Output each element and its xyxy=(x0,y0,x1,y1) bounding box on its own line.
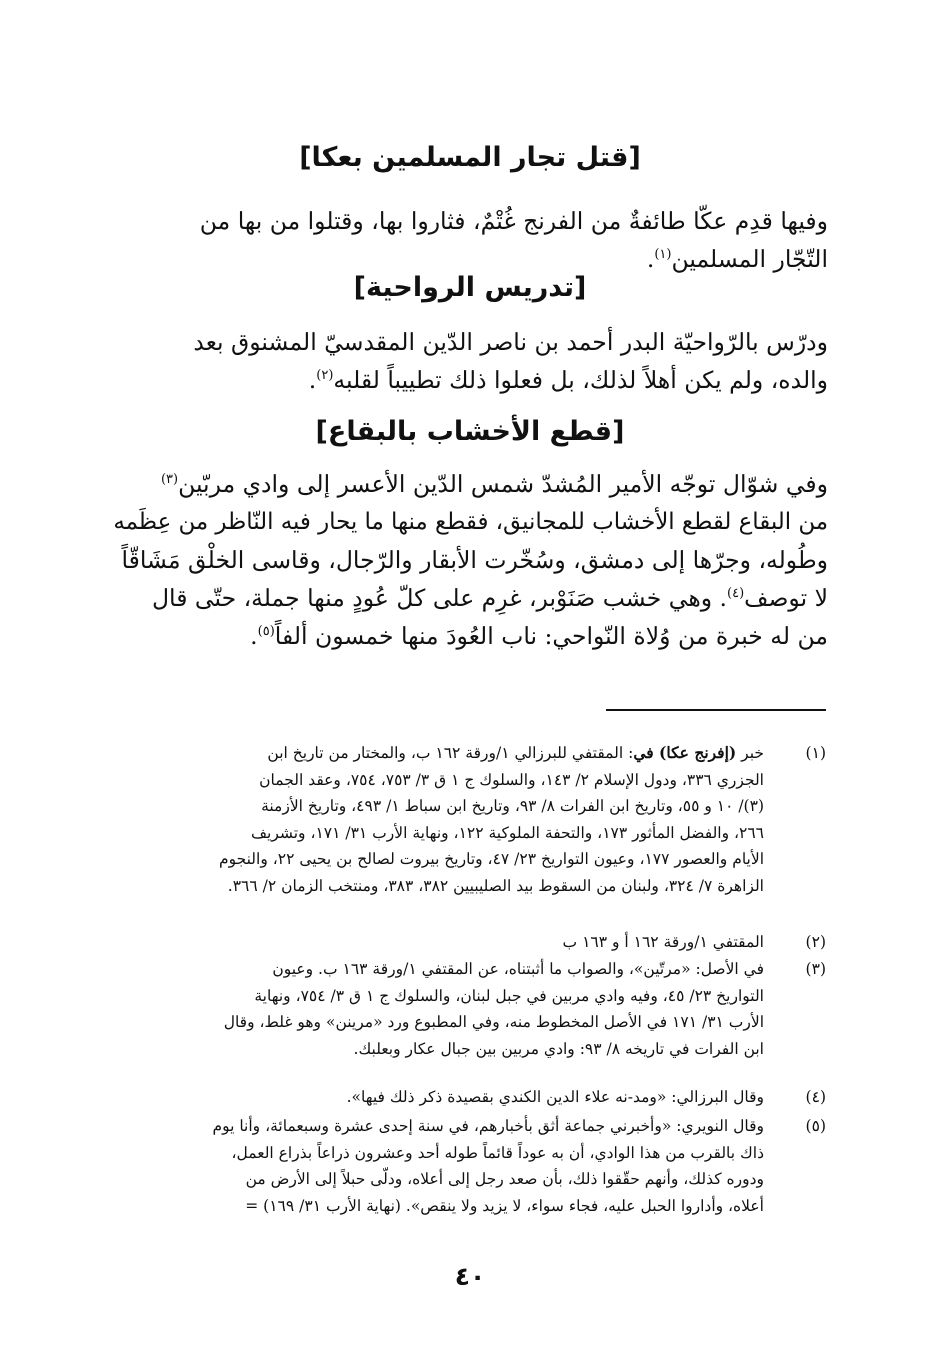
section-heading-rawahiya-teaching: [تدريس الرواحية] xyxy=(353,272,587,303)
footnote-number: (٤) xyxy=(805,1088,826,1106)
footnote-line: التواريخ ٢٣/ ٤٥، وفيه وادي مربين في جبل لبنان، والسلوك ج ١ ق ٣/ ٧٥٤، ونهاية xyxy=(254,986,764,1005)
footnote-line: ٢٦٦، والفضل المأثور ١٧٣، والتحفة الملوكية ١٢٢، ونهاية الأرب ٣١/ ١٧١، وتشريف xyxy=(250,823,764,842)
text-line: وطُوله، وجرّها إلى دمشق، وسُخّرت الأبقار والرّجال، وقاسى الخلْق مَشَاقّاً xyxy=(121,546,828,574)
text-line: وفي شوّال توجّه الأمير المُشدّ شمس الدّين الأعسر إلى وادي مربّين$^{(٣)}$ xyxy=(160,470,828,498)
footnote-ref: (٥) xyxy=(257,624,275,639)
footnote-line: ودوره كذلك، وأنهم حقّقوا ذلك، بأن صعد رجل إلى أعلاه، ودلّى حبلاً إلى الأرض من xyxy=(245,1170,764,1188)
text-line: لا توصف$^{(٤)}$. وهي خشب صَنَوْبر، غرِم على كلّ عُودٍ منها جملة، حتّى قال xyxy=(151,584,828,612)
footnote-separator xyxy=(606,709,826,711)
footnote-1 xyxy=(104,740,826,899)
footnote-ref: (٢) xyxy=(316,368,334,383)
text-line: وفيها قدِم عكّا طائفةٌ من الفرنج غُتْمٌ، فثاروا بها، وقتلوا من بها من xyxy=(199,207,828,235)
text-line: التّجّار المسلمين$^{(١)}$. xyxy=(646,245,828,273)
footnote-line: المقتفي ١/ورقة ١٦٢ أ و ١٦٣ ب xyxy=(562,933,764,951)
footnote-number: (٣) xyxy=(805,960,826,978)
footnote-line: الأرب ٣١/ ١٧١ في الأصل المخطوط منه، وفي المطبوع ورد «مرينن» وهو غلط، وقال xyxy=(223,1013,764,1031)
footnote-line: (٣)/ ١٠ و ٥٥، وتاريخ ابن الفرات ٨/ ٩٣، وتاريخ ابن سباط ١/ ٤٩٣، وتاريخ الأزمنة xyxy=(261,797,764,815)
footnote-line: الجزري ٣٣٦، ودول الإسلام ٢/ ١٤٣، والسلوك ج ١ ق ٣/ ٧٥٣، ٧٥٤، وعقد الجمان xyxy=(259,770,764,789)
footnote-ref: (٤) xyxy=(727,586,745,601)
footnote-2 xyxy=(104,929,826,956)
section-heading-beqaa-timber: [قطع الأخشاب بالبقاع] xyxy=(315,416,625,447)
footnote-line: ابن الفرات في تاريخه ٨/ ٩٣: وادي مربين بين جبال عكار وبعلبك. xyxy=(353,1039,764,1058)
footnote-line: وقال النويري: «وأخبرني جماعة أثق بأخبارهم، في سنة إحدى عشرة وسبعمائة، وأنا يوم xyxy=(212,1117,764,1135)
paragraph-acre-merchants xyxy=(106,202,828,278)
footnote-line: في الأصل: «مرتّين»، والصواب ما أثبتناه، عن المقتفي ١/ورقة ١٦٣ ب. وعيون xyxy=(272,960,764,978)
footnote-line: الزاهرة ٧/ ٣٢٤، ولبنان من السقوط بيد الصليبيين ٣٨٢، ٣٨٣، ومنتخب الزمان ٢/ ٣٦٦. xyxy=(227,876,764,895)
footnote-line: خبر (إفرنج عكا) في: المقتفي للبرزالي ١/ورقة ١٦٢ ب، والمختار من تاريخ ابن xyxy=(267,743,764,762)
footnote-number: (١) xyxy=(805,744,826,762)
footnote-5 xyxy=(104,1113,826,1219)
footnote-line: أعلاه، وأداروا الحبل عليه، فجاء سواء، لا يزيد ولا ينقص». (نهاية الأرب ٣١/ ١٦٩) = xyxy=(245,1196,764,1215)
footnote-4 xyxy=(104,1084,826,1111)
paragraph-rawahiya-teaching xyxy=(106,323,828,399)
footnote-line: ذاك بالقرب من هذا الوادي، أن به عوداً قائماً طوله أحد وعشرون ذراعاً بذراع العمل، xyxy=(231,1143,764,1162)
paragraph-beqaa-timber xyxy=(106,465,828,655)
footnote-ref: (٣) xyxy=(160,472,179,487)
footnote-number: (٢) xyxy=(805,933,826,951)
page-number: ٤٠ xyxy=(454,1262,486,1291)
text-line: ودرّس بالرّواحيّة البدر أحمد بن ناصر الدّين المقدسيّ المشنوق بعد xyxy=(193,328,828,356)
footnote-ref: (١) xyxy=(654,247,672,262)
footnote-line: الأيام والعصور ١٧٧، وعيون التواريخ ٢٣/ ٤٧، وتاريخ بيروت لصالح بن يحيى ٢٢، والنجوم xyxy=(219,850,764,868)
footnote-number: (٥) xyxy=(805,1117,826,1135)
section-heading-acre-merchants: [قتل تجار المسلمين بعكا] xyxy=(299,142,641,173)
text-line: من له خبرة من وُلاة النّواحي: ناب العُودَ منها خمسون ألفاً$^{(٥)}$. xyxy=(250,622,828,650)
footnote-3 xyxy=(104,956,826,1062)
text-line: من البقاع لقطع الأخشاب للمجانيق، فقطع منها ما يحار فيه النّاظر من عِظَمه xyxy=(113,509,828,535)
text-line: والده، ولم يكن أهلاً لذلك، بل فعلوا ذلك تطييباً لقلبه$^{(٢)}$. xyxy=(308,366,828,394)
footnote-line: وقال البرزالي: «ومد-نه علاء الدين الكندي بقصيدة ذكر ذلك فيها». xyxy=(346,1088,764,1106)
